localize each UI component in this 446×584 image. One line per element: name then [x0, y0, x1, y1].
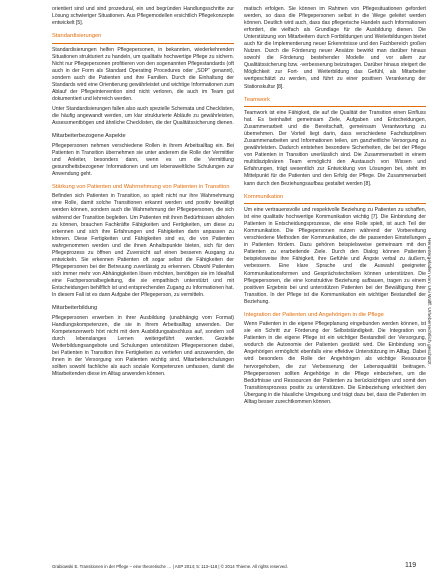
paragraph: Unter Standardisierungen fallen also auch spezielle Schemata und Checklisten, die häufig angewandt werden, um klar strukturierte Abläufe zu gewährleisten, Assessmentbögen und ähnliche Checklisten, die der Qualitätssicherung dienen. — [52, 106, 234, 127]
subsection-heading: Integration der Patienten und Angehörigen in die Pflege — [244, 311, 384, 318]
heading-rule — [244, 106, 426, 107]
right-column — [244, 6, 426, 409]
footer-citation: Grabiowski E. Transitionen in der Pflege – eine theoretische … | ASP 2014; 5: 113–118 | © 2014 Thieme. All rights reserved. — [52, 564, 288, 569]
heading-rule — [52, 43, 234, 44]
page-number: 119 — [405, 562, 417, 569]
paragraph: Standardisierungen helfen Pflegepersonen, in bekannten, wiederkehrenden Situationen strukturiert zu handeln, um qualitativ hochwertige Pflege zu sichern. Nicht nur Pflegepersonen profitieren von den sogenannten Pflegestandards (oft auch in der Form als Standard Operating Procedures oder „SOP“ genannt), sondern auch die Patienten und ihre Familien. Durch die Einhaltung der Standards wird eine Orientierung gewährleistet und wichtige Informationen zum Ablauf der Pflegeintervention sind nicht verloren, die auch im Team gut dokumentiert und lehrreich werden. — [52, 46, 234, 102]
subsection-heading: Stärkung von Patienten und Wahrnehmung von Patienten in Transition — [52, 183, 230, 190]
paragraph: matisch erfolgen. Sie können im Rahmen von Pflegesituationen gefordert werden, so dass die Pflegepersonen selbst in die Wege geleitet werden können. Deutlich wird auch, dass das pflegerische Handeln auch Informationen erfordert, die vielfach als Grundlage für die Ausbildung dienen. Die Unterstützung von Mitarbeitern durch Fortbildungen und Weiterbildungen bietet auch für die Implementierung neuer Erkenntnisse und den Fachbereich großen Nutzen. Durch die Förderung neuer Ansätze bewirkt man darüber hinaus sowohl die Förderung bestehender Modelle und vor allem zur Qualitätssicherung bzw. -verbesserung beizutragen. Darüber hinaus steigert die Möglichkeit zur Fort- und Weiterbildung das Gefühl, als Mitarbeiter wertgeschätzt zu werden, und führt zu einer positiven Verankerung der Stationskultur [8]. — [244, 6, 426, 90]
side-note — [420, 238, 434, 438]
section-heading-block — [244, 194, 426, 205]
paragraph: Pflegepersonen nehmen verschiedene Rollen in ihrem Arbeitsalltag ein. Bei Patienten in Transition übernehmen sie unter anderem die Rolle der Vermittler und Anleiter, besonders dann, wenn es um die Vermittlung gesundheitsbezogener Informationen und um lebensweltliche Schulungen zur Anwendung geht. — [52, 142, 234, 177]
section-heading-block — [244, 97, 426, 108]
left-column — [52, 6, 234, 381]
paragraph: Um eine vertrauensvolle und respektvolle Beziehung zu Patienten zu schaffen, ist eine qualitativ hochwertige Kommunikation wichtig [7]. Die Einbindung der Patienten in Entscheidungsprozesse, die eine Rolle spielt, ist auch Teil der Kommunikation. Die Pflegepersonen nutzen während der Vorbereitung verschiedene Methoden der Kommunikation, die die passenden Einstellungen in Patienten fördern. Dazu gehören beispielsweise gemeinsam mit den Patienten zu erarbeitende Ziele. Durch den Dialog können Patienten beispielsweise ihre Fähigkeit, ihre Gefühle und Ängste verbal zu äußern, verbessern. Eine klare Sprache und die Auswahl geeigneter Kommunikationsformen und Gesprächstechniken können unterstützen. Die Pflegepersonen, die eine konstruktive Beziehung aufbauen, tragen zu einem positiven Ergebnis bei und unterstützen Patienten bei der Bewältigung ihrer Transition. In der Pflege ist die Kommunikation ein wichtiger Bestandteil der Beziehung. — [244, 207, 426, 305]
subsection-heading: Mitarbeiterbildung — [52, 305, 98, 312]
section-heading: Teamwork — [244, 96, 270, 103]
paragraph: Wenn Patienten in die eigene Pflegeplanung eingebunden werden können, ist sie ein Schritt zur Förderung der Selbstständigkeit. Die Integration von Patienten in die eigene Pflege ist ein wichtiger Bestandteil der Versorgung, wodurch die Autonomie der Patienten gestärkt wird. Die Einbindung von Angehörigen ermöglicht ebenfalls eine effektive Unterstützung im Alltag. Dabei wird besonders die Rolle der Angehörigen als wichtige Ressource hervorgehoben, die zur Verbesserung der Lebensqualität beitragen. Pflegepersonen sollten Angehörige in die Pflege einbeziehen, um die Bedürfnisse und Ressourcen der Patienten zu berücksichtigen und somit den Transitionsprozess positiv zu unterstützen. Die Einbeziehung erleichtert den Übergang in die häusliche Umgebung und trägt dazu bei, dass die Patienten im Alltag besser zurechtkommen können. — [244, 321, 426, 405]
section-heading-block — [52, 33, 234, 44]
side-note-text: Heruntergeladen von: Uni Wolff. Urheberrechtlich geschützt. — [426, 238, 431, 366]
section-heading: Standardisierungen — [52, 33, 102, 40]
paragraph: Pflegepersonen erwerben in ihrer Ausbildung (unabhängig vom Format) Handlungskompetenzen, die sie in ihrem Arbeitsalltag anwenden. Der Kompetenzerwerb hört nicht mit dem Ausbildungsabschluss auf, sondern soll durch lebenslanges Lernen weitergeführt werden. Gezielte Weiterbildungsangebote und Schulungen unterstützen Pflegepersonen dabei, bei Patienten in Transition ihre Fertigkeiten zu vertiefen und anzuwenden, die ihnen in der Versorgung von Patienten wichtig sind. Mitarbeiterschulungen sollten sowohl fachliche als auch soziale Kompetenzen umfassen, damit die Mitarbeitenden diese im Alltag anwenden können. — [52, 314, 234, 377]
paragraph: Befinden sich Patienten in Transition, so spielt nicht nur ihre Wahrnehmung eine Rolle, damit solche Transitionen erkannt werden und positiv bewältigt werden können, sondern auch die Wahrnehmung der Pflegepersonen, die sich während der Transition begleiten. Um Patienten mit ihren Bedürfnissen abholen zu können, brauchen Fachkräfte Fähigkeiten und Fertigkeiten, um diese zu erkennen und sich ihre Erfahrungen und Fähigkeiten darin anpassen zu können. Diese Fertigkeiten und Fähigkeiten sind es, die von Patienten wahrgenommen werden und die ihnen Anhaltspunkte bieten, sich für den Pflegeprozess zu öffnen und Zuversicht auf einen besseren Ausgang zu entwickeln. Sie erkennen Patienten oft sogar selbst die Fähigkeiten der Pflegepersonen bei der Betreuung zuverlässig zu erkennen. Obwohl Patienten sich immer mehr von Abhängigkeiten lösen möchten, benötigen sie im Idealfall eine Fachpersonalbegleitung, die sie empathisch unterstützt und mit Entscheidungen behilflich ist und entsprechenden Zugang zu Informationen hat. In diesem Fall ist es dann Aufgabe der Pflegeperson, zu vermitteln. — [52, 193, 234, 299]
paragraph: orientiert sind und sind prozedural, ein und begründen Handlungsschritte zur Lösung schwieriger Situationen. Aus Pflegemodellen ersichtlich Pflegekonzepte entwickelt [5]. — [52, 6, 234, 27]
section-heading: Kommunikation — [244, 193, 284, 200]
heading-rule — [244, 203, 426, 204]
subsection-heading: Mitarbeiterbezogene Aspekte — [52, 133, 126, 140]
paragraph: Teamwork ist eine Fähigkeit, die auf die Qualität der Transition einen Einfluss hat. Es beinhaltet gemeinsam Ziele, Aufgaben und Entscheidungen, Zusammenarbeit und die Bereitschaft, gemeinsam Verantwortung zu übernehmen. Der Vorteil liegt darin, dass verschiedene Fachdisziplinen Zusammenarbeiten und Informationen teilen, um ganzheitliche Versorgung zu gewährleisten. Dadurch entstehen besondere Sicherheiten, die bei der Pflege von Patienten in Transition unerlässlich sind. Die Zusammenarbeit in einem multidisziplinären Team ermöglicht den Austausch von Wissen und Erfahrungen, trägt wesentlich zur Entwicklung von Lösungen bei, steht im Mittelpunkt für die Patienten und den Erfolg der Pflege. Die Zusammenarbeit kann durch den Beziehungsaufbau gestaltet werden [8]. — [244, 110, 426, 187]
